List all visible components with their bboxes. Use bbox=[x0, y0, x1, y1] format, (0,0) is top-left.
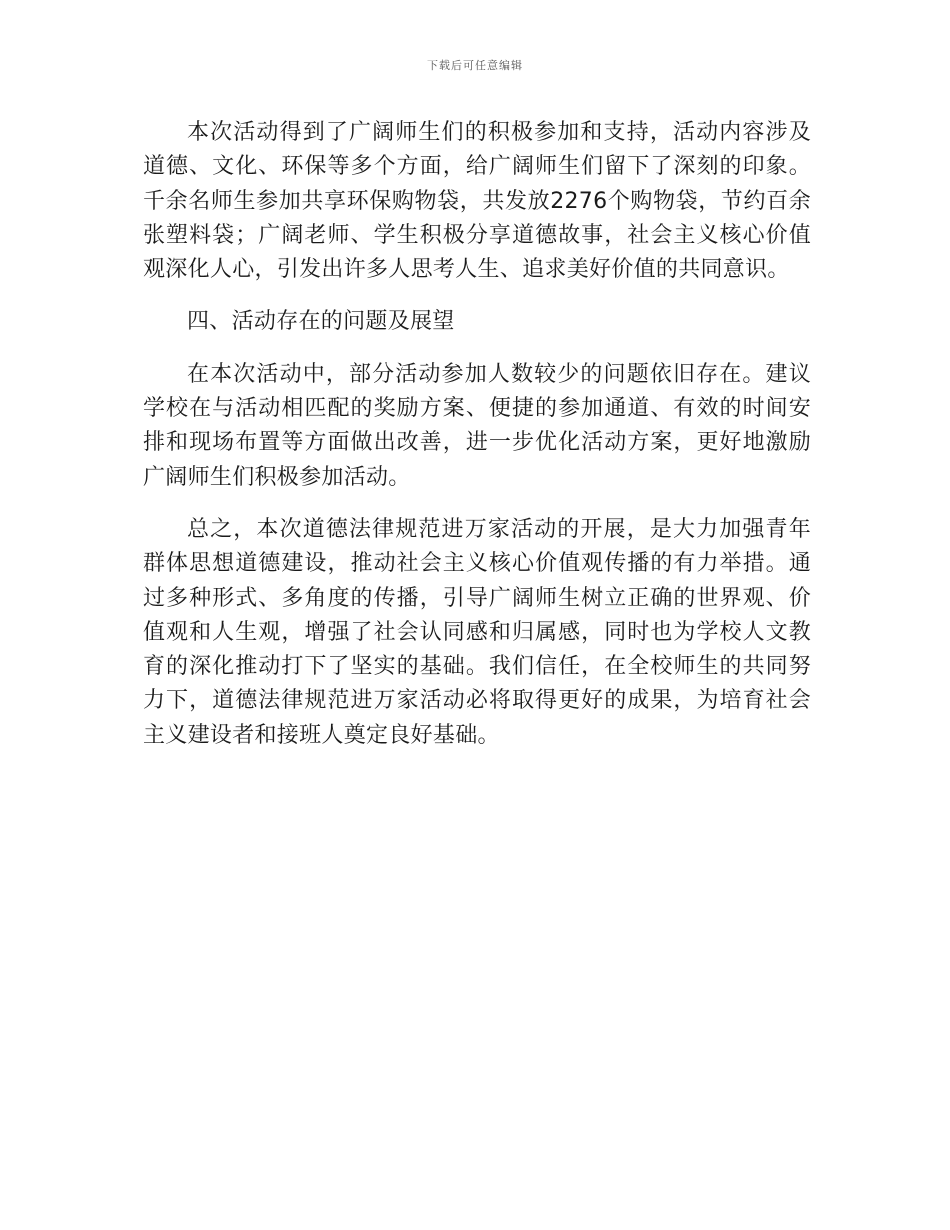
paragraph-conclusion: 总之，本次道德法律规范进万家活动的开展，是大力加强青年群体思想道德建设，推动社会主义核心价值观传播的有力举措。通过多种形式、多角度的传播，引导广阔师生树立正确的世界观、价值观和人生观，增强了社会认同感和归属感，同时也为学校人文教育的深化推动打下了坚实的基础。我们信任，在全校师生的共同努力下，道德法律规范进万家活动必将取得更好的成果，为培育社会主义建设者和接班人奠定良好基础。 bbox=[143, 516, 811, 748]
section-heading-problems-outlook: 四、活动存在的问题及展望 bbox=[187, 309, 455, 335]
document-body bbox=[143, 116, 811, 771]
paragraph-problems: 在本次活动中，部分活动参加人数较少的问题依旧存在。建议学校在与活动相匹配的奖励方案、便捷的参加通道、有效的时间安排和现场布置等方面做出改善，进一步优化活动方案，更好地激励广阔师生们积极参加活动。 bbox=[143, 361, 811, 490]
paragraph-activity-results: 本次活动得到了广阔师生们的积极参加和支持，活动内容涉及道德、文化、环保等多个方面，给广阔师生们留下了深刻的印象。千余名师生参加共享环保购物袋，共发放2276个购物袋，节约百余张塑料袋；广阔老师、学生积极分享道德故事，社会主义核心价值观深化人心，引发出许多人思考人生、追求美好价值的共同意识。 bbox=[143, 120, 811, 283]
page-header-note: 下载后可任意编辑 bbox=[427, 59, 523, 72]
